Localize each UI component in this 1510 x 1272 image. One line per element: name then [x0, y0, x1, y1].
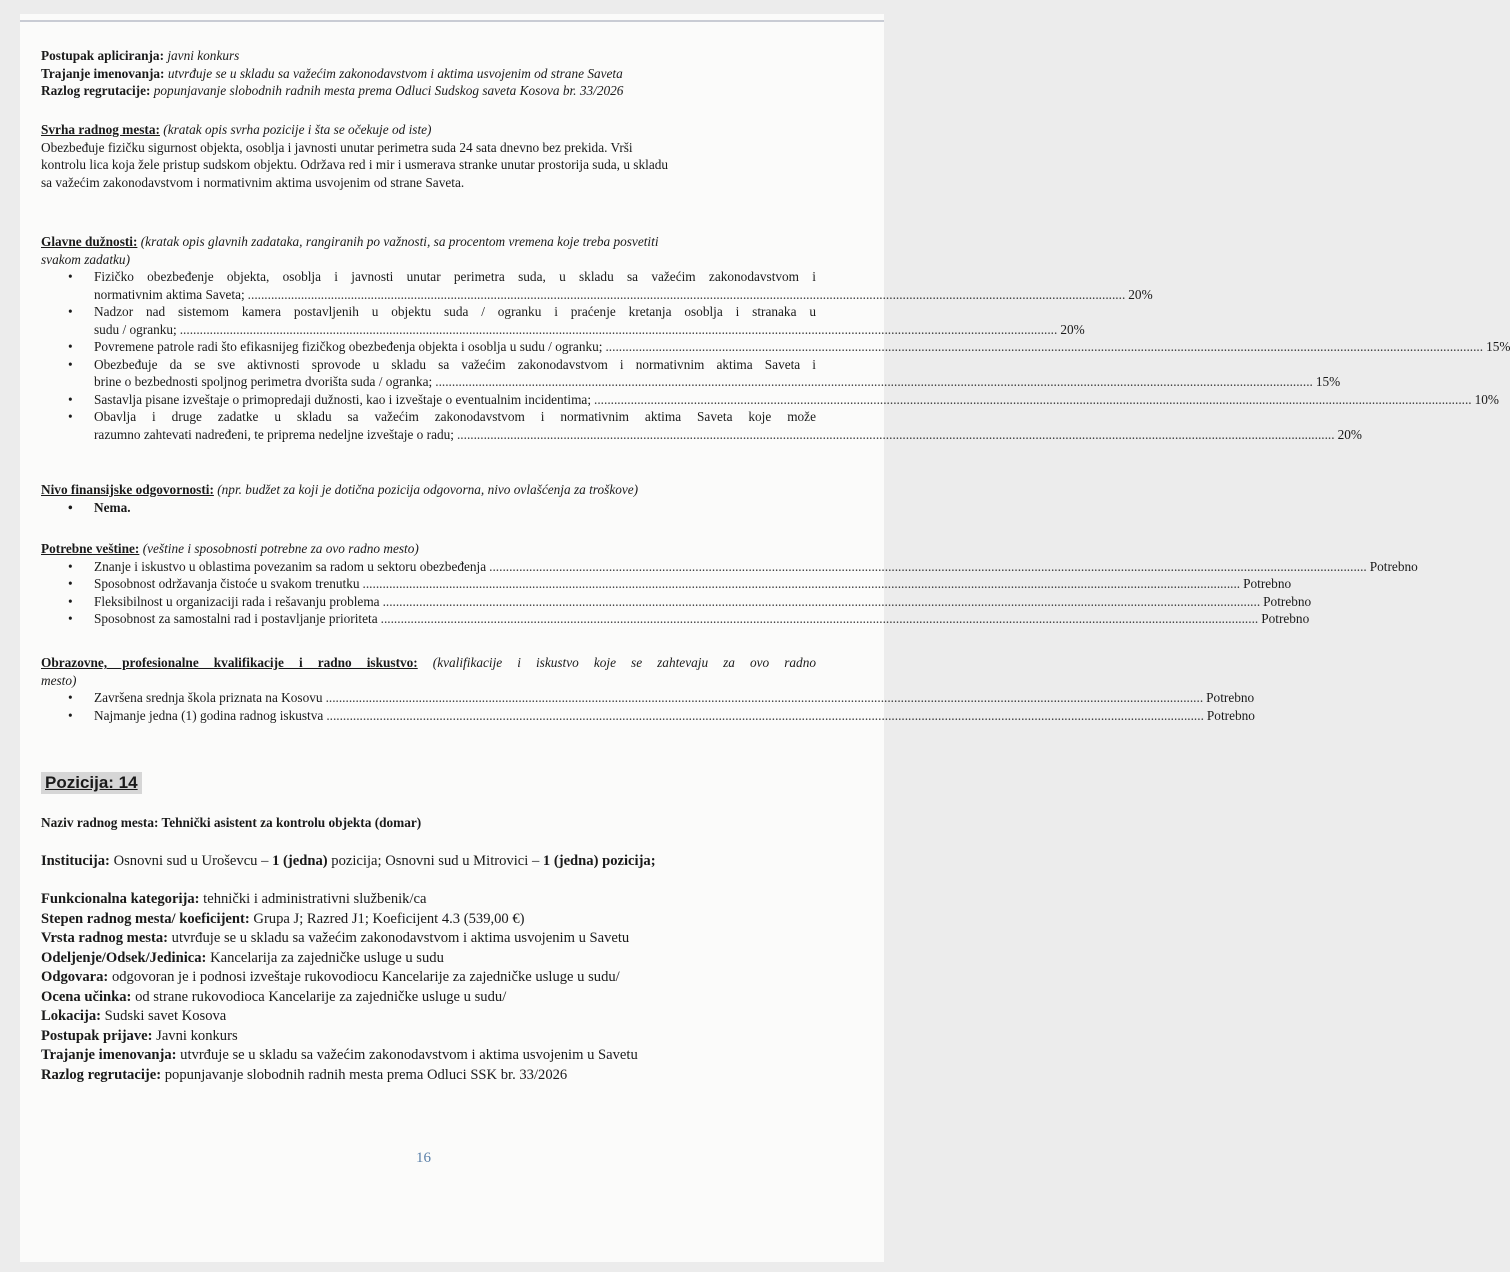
list-item: • Obavlja i druge zadatke u skladu sa važećim zakonodavstvom i normativnim aktima Saveta koje može razumno zahtevati nadređeni, te priprema nedeljne izveštaje o radu; ..... 20% — [41, 408, 816, 443]
field-line: Odeljenje/Odsek/Jedinica: Kancelarija za zajedničke usluge u sudu — [41, 949, 444, 966]
duznosti-hint-cont: svakom zadatku) — [41, 251, 130, 267]
bullet-icon: • — [68, 499, 73, 515]
list-item: • Obezbeđuje da se sve aktivnosti sprovode u skladu sa važećim zakonodavstvom i normativnim aktima Saveta i brine o bezbednosti spoljnog perimetra dvorišta suda / ogranka; ..... 15% — [41, 356, 816, 391]
field-line: Trajanje imenovanja: utvrđuje se u skladu sa važećim zakonodavstvom i aktima usvojenim u Savetu — [41, 1047, 638, 1063]
bullet-icon: • — [68, 576, 73, 591]
finansijska-section — [41, 481, 816, 516]
list-item: • Sastavlja pisane izveštaje o primopredaji dužnosti, kao i izveštaje o eventualnim incidentima; ..... 10% — [41, 391, 816, 409]
list-item: • Sposobnost za samostalni rad i postavljanje prioriteta ..... Potrebno — [41, 610, 816, 628]
field-line: Funkcionalna kategorija: tehnički i administrativni službenik/ca — [41, 891, 427, 907]
document-page — [20, 14, 1510, 1262]
svrha-text-line: sa važećim zakonodavstvom i normativnim aktima usvojenim od strane Saveta. — [41, 174, 465, 190]
list-item: • Povremene patrole radi što efikasnijeg fizičkog obezbeđenja objekta i osoblja u sudu / ogranku; ..... 15% — [41, 338, 816, 356]
dot-leader — [180, 322, 1058, 337]
bullet-icon: • — [68, 558, 73, 574]
list-item: • Sposobnost održavanja čistoće u svakom trenutku ..... Potrebno — [41, 575, 816, 593]
obrazovanje-section — [41, 654, 1255, 724]
razlog-line: Razlog regrutacije: popunjavanje slobodnih radnih mesta prema Odluci Sudskog saveta Kosova br. 33/2026 — [41, 83, 624, 98]
field-line: Odgovara: odgovoran je i podnosi izveštaje rukovodiocu Kancelarije za zajedničke usluge u sudu/ — [41, 969, 620, 985]
duznosti-section — [41, 233, 1510, 443]
obrazovanje-hint-cont: mesto) — [41, 672, 77, 688]
postupak-line: Postupak apliciranja: javni konkurs — [41, 48, 240, 63]
list-item: • Fizičko obezbeđenje objekta, osoblja i javnosti unutar perimetra suda, u skladu sa važećim zakonodavstvom i normativnim aktima Saveta; ..... 20% — [41, 268, 816, 303]
bullet-icon: • — [68, 339, 73, 354]
dot-leader — [326, 708, 1204, 723]
list-item: • Znanje i iskustvo u oblastima povezanim sa radom u sektoru obezbeđenja ..... Potrebno — [41, 558, 816, 576]
field-line: Ocena učinka: od strane rukovodioca Kancelarije za zajedničke usluge u sudu/ — [41, 988, 507, 1005]
vestine-heading: Potrebne veštine: (veštine i sposobnosti potrebne za ovo radno mesto) — [41, 541, 419, 556]
field-line: Razlog regrutacije: popunjavanje slobodnih radnih mesta prema Odluci SSK br. 33/2026 — [41, 1066, 568, 1083]
bullet-icon: • — [68, 391, 73, 407]
dot-leader — [435, 374, 1313, 389]
svrha-text-line: Obezbeđuje fizičku sigurnost objekta, osoblja i javnosti unutar perimetra suda 24 sata dnevno bez prekida. Vrši — [41, 139, 633, 155]
bullet-icon: • — [68, 690, 73, 705]
top-rule — [20, 20, 884, 22]
list-item: • Nema. — [68, 499, 131, 515]
pozicija-heading: Pozicija: 14 — [41, 772, 142, 794]
dot-leader — [363, 576, 1241, 591]
bullet-icon: • — [68, 304, 73, 319]
list-item: • Najmanje jedna (1) godina radnog iskustva ..... Potrebno — [41, 707, 816, 725]
dot-leader — [457, 427, 1335, 442]
list-item: • Fleksibilnost u organizaciji rada i rešavanju problema ..... Potrebno — [41, 593, 816, 611]
list-item: • Završena srednja škola priznata na Kosovu ..... Potrebno — [41, 689, 816, 707]
dot-leader — [594, 392, 1472, 407]
bullet-icon: • — [68, 269, 73, 284]
dot-leader — [248, 287, 1126, 302]
dot-leader — [489, 559, 1367, 574]
header-block — [41, 47, 816, 100]
bullet-icon: • — [68, 707, 73, 723]
dot-leader — [381, 611, 1259, 626]
field-line: Postupak prijave: Javni konkurs — [41, 1027, 238, 1044]
naziv-block — [41, 814, 816, 832]
field-line: Stepen radnog mesta/ koeficijent: Grupa J; Razred J1; Koeficijent 4.3 (539,00 €) — [41, 910, 525, 927]
duznosti-heading: Glavne dužnosti: (kratak opis glavnih zadataka, rangiranih po važnosti, sa procentom vremena koje treba posvetiti — [41, 234, 659, 249]
field-line: Lokacija: Sudski savet Kosova — [41, 1008, 227, 1024]
bullet-icon: • — [68, 356, 73, 372]
trajanje-line: Trajanje imenovanja: utvrđuje se u skladu sa važećim zakonodavstvom i aktima usvojenim od strane Saveta — [41, 65, 623, 81]
svrha-text-line: kontrolu lica koja žele pristup sudskom objektu. Održava red i mir i usmerava stranke unutar prostorija suda, u skladu — [41, 157, 669, 172]
svrha-section — [41, 121, 816, 191]
institucija-line: Institucija: Osnovni sud u Uroševcu – 1 (jedna) pozicija; Osnovni sud u Mitrovici – 1 (jedna) pozicija; — [41, 853, 656, 869]
list-item: • Nadzor nad sistemom kamera postavljenih u objektu suda / ogranku i praćenje kretanja osoblja i stranaka u sudu / ogranku; ..... 20% — [41, 303, 816, 338]
institucija-block — [41, 852, 816, 872]
obrazovanje-heading: Obrazovne, profesionalne kvalifikacije i radno iskustvo: (kvalifikacije i iskustvo koje se zahtevaju za ovo radno — [41, 655, 816, 670]
field-line: Vrsta radnog mesta: utvrđuje se u skladu sa važećim zakonodavstvom i aktima usvojenim u Savetu — [41, 930, 630, 946]
pozicija-heading-block — [41, 772, 816, 794]
page-number: 16 — [416, 1150, 431, 1166]
dot-leader — [605, 339, 1483, 354]
finansijska-heading: Nivo finansijske odgovornosti: (npr. budžet za koji je dotična pozicija odgovorna, nivo ovlašćenja za troškove) — [41, 482, 639, 497]
dot-leader — [326, 690, 1204, 705]
bullet-icon: • — [68, 409, 73, 424]
vestine-section — [41, 540, 1418, 628]
fields-block — [41, 890, 816, 1085]
naziv-line: Naziv radnog mesta: Tehnički asistent za kontrolu objekta (domar) — [41, 815, 422, 830]
svrha-heading: Svrha radnog mesta: (kratak opis svrha pozicije i šta se očekuje od iste) — [41, 122, 432, 137]
bullet-icon: • — [68, 611, 73, 626]
dot-leader — [383, 594, 1261, 609]
bullet-icon: • — [68, 593, 73, 609]
